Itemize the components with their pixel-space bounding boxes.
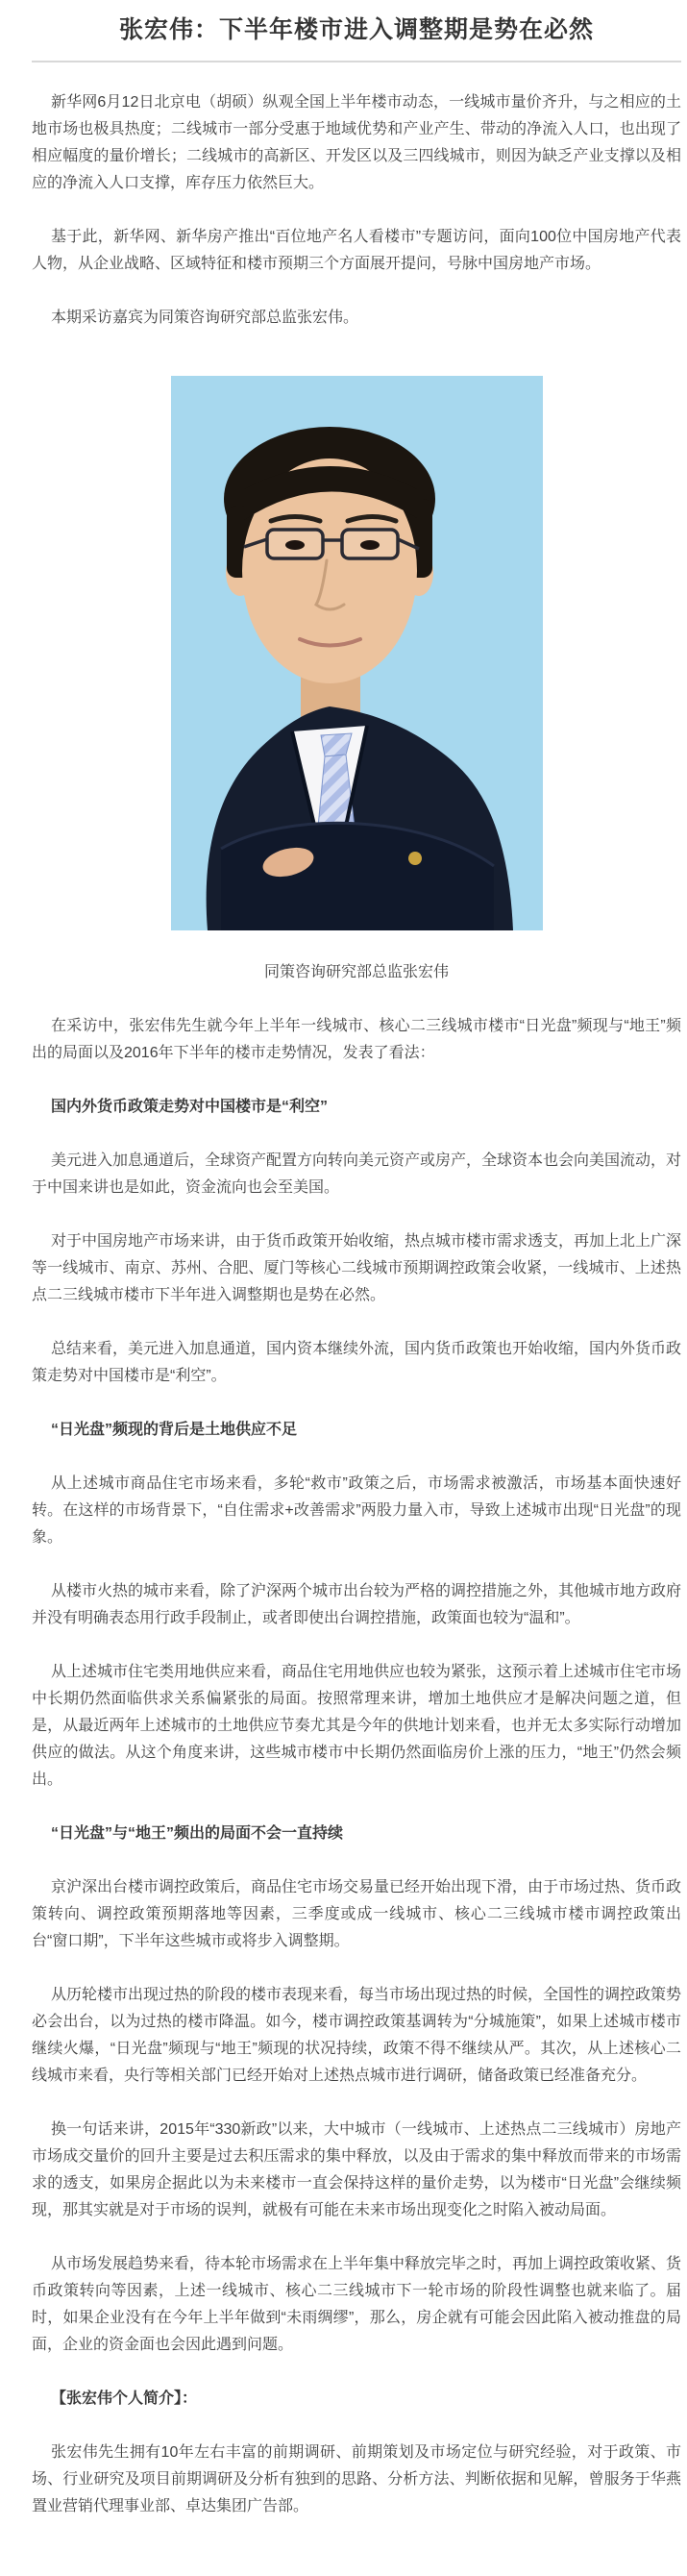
paragraph: 在采访中，张宏伟先生就今年上半年一线城市、核心二三线城市楼市“日光盘”频现与“地王”频出的局面以及2016年下半年的楼市走势情况，发表了看法： [32,1018,681,1061]
article-body [32,89,681,2520]
paragraph: 新华网6月12日北京电（胡硕）纵观全国上半年楼市动态，一线城市量价齐升，与之相应的土地市场也极具热度；二线城市一部分受惠于地域优势和产业产生、带动的净流入人口，也出现了相应幅度的量价增长；二线城市的高新区、开发区以及三四线城市，则因为缺乏产业支撑以及相应的净流入人口支撑，库存压力依然巨大。 [32,94,681,191]
paragraph: 从上述城市商品住宅市场来看，多轮“救市”政策之后，市场需求被激活，市场基本面快速好转。在这样的市场背景下，“自住需求+改善需求”两股力量入市，导致上述城市出现“日光盘”的现象。 [32,1475,681,1546]
paragraph: 本期采访嘉宾为同策咨询研究部总监张宏伟。 [51,310,359,326]
portrait-image [171,376,543,930]
portrait-photo [171,376,543,930]
title-divider [32,61,681,62]
section-heading: “日光盘”与“地王”频出的局面不会一直持续 [51,1825,344,1842]
paragraph: 京沪深出台楼市调控政策后，商品住宅市场交易量已经开始出现下滑，由于市场过热、货币政策转向、调控政策预期落地等因素，三季度或成一线城市、核心二三线城市楼市调控政策出台“窗口期”，下半年这些城市或将步入调整期。 [32,1879,682,1949]
paragraph: 基于此，新华网、新华房产推出“百位地产名人看楼市”专题访问，面向100位中国房地产代表人物，从企业战略、区域特征和楼市预期三个方面展开提问，号脉中国房地产市场。 [32,229,681,272]
paragraph: 美元进入加息通道后，全球资产配置方向转向美元资产或房产，全球资本也会向美国流动，对于中国来讲也是如此，资金流向也会至美国。 [32,1152,682,1196]
photo-caption: 同策咨询研究部总监张宏伟 [263,964,449,980]
paragraph: 从历轮楼市出现过热的阶段的楼市表现来看，每当市场出现过热的时候，全国性的调控政策势必会出台，以为过热的楼市降温。如今，楼市调控政策基调转为“分城施策”，如果上述城市楼市继续火爆，“日光盘”频现与“地王”频现的状况持续，政策不得不继续从严。其次，从上述核心二线城市来看，央行等相关部门已经开始对上述热点城市进行调研，储备政策已经准备充分。 [32,1987,682,2084]
section-heading: 【张宏伟个人简介】： [51,2390,198,2407]
paragraph: 从楼市火热的城市来看，除了沪深两个城市出台较为严格的调控措施之外，其他城市地方政府并没有明确表态用行政手段制止，或者即使出台调控措施，政策面也较为“温和”。 [32,1583,682,1626]
section-heading: “日光盘”频现的背后是土地供应不足 [51,1422,298,1438]
article-title: 张宏伟：下半年楼市进入调整期是势在必然 [118,15,594,43]
paragraph: 张宏伟先生拥有10年左右丰富的前期调研、前期策划及市场定位与研究经验，对于政策、市场、行业研究及项目前期调研及分析有独到的思路、分析方法、判断依据和见解，曾服务于华燕置业营销代理事业部、卓达集团广告部。 [32,2444,681,2514]
paragraph: 总结来看，美元进入加息通道，国内资本继续外流，国内货币政策也开始收缩，国内外货币政策走势对中国楼市是“利空”。 [32,1341,682,1384]
paragraph: 换一句话来讲，2015年“330新政”以来，大中城市（一线城市、上述热点二三线城市）房地产市场成交量价的回升主要是过去积压需求的集中释放，以及由于需求的集中释放而带来的市场需求的透支，如果房企据此以为未来楼市一直会保持这样的量价走势，以为楼市“日光盘”会继续频现，那其实就是对于市场的误判，就极有可能在未来市场出现变化之时陷入被动局面。 [32,2121,681,2218]
lapel-badge [408,852,422,865]
paragraph: 从市场发展趋势来看，待本轮市场需求在上半年集中释放完毕之时，再加上调控政策收紧、货币政策转向等因素，上述一线城市、核心二三线城市下一轮市场的阶段性调整也就来临了。届时，如果企业没有在今年上半年做到“未雨绸缪”，那么，房企就有可能会因此陷入被动推盘的局面，企业的资金面也会因此遇到问题。 [32,2256,682,2353]
paragraph: 从上述城市住宅类用地供应来看，商品住宅用地供应也较为紧张，这预示着上述城市住宅市场中长期仍然面临供求关系偏紧张的局面。按照常理来讲，增加土地供应才是解决问题之道，但是，从最近两年上述城市的土地供应节奏尤其是今年的供地计划来看，也并无太多实际行动增加供应的做法。从这个角度来讲，这些城市楼市中长期仍然面临房价上涨的压力，“地王”仍然会频出。 [32,1664,682,1788]
section-heading: 国内外货币政策走势对中国楼市是“利空” [51,1099,329,1115]
paragraph: 对于中国房地产市场来讲，由于货币政策开始收缩，热点城市楼市需求透支，再加上北上广深等一线城市、南京、苏州、合肥、厦门等核心二线城市预期调控政策会收紧，一线城市、上述热点二三线城市楼市下半年进入调整期也是势在必然。 [32,1233,682,1303]
